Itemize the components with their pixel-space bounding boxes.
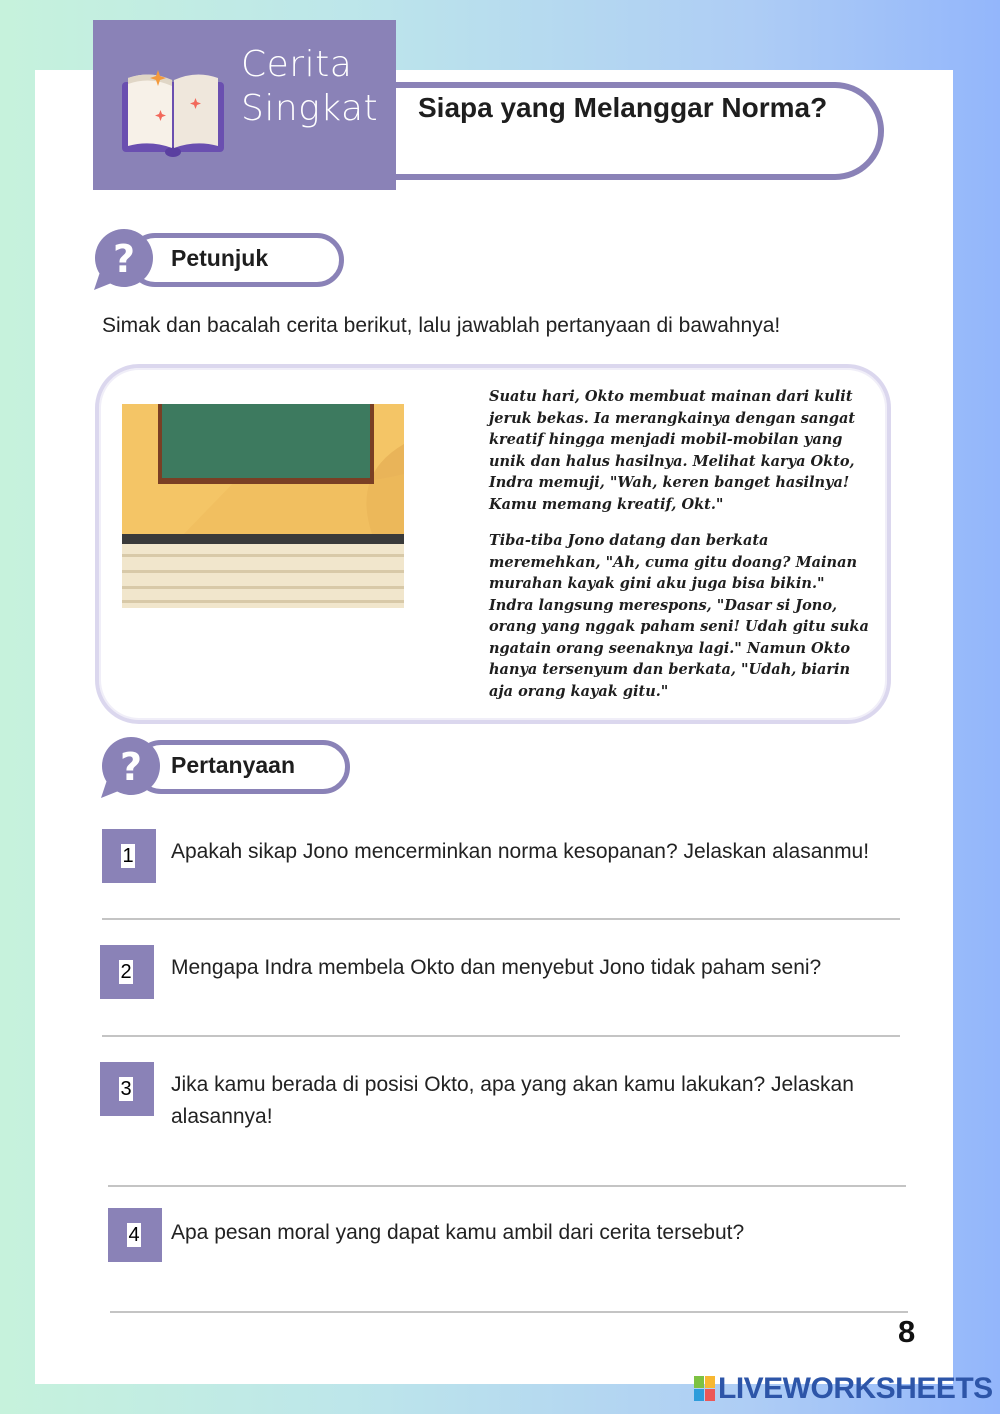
answer-line[interactable]: [102, 1035, 900, 1037]
question-text: Apa pesan moral yang dapat kamu ambil dari cerita tersebut?: [171, 1221, 745, 1244]
question-bubble-icon: [92, 228, 158, 292]
answer-line[interactable]: [110, 1311, 908, 1313]
story-paragraph-1: Suatu hari, Okto membuat mainan dari kulit jeruk bekas. Ia merangkainya dengan sangat kreatif hingga menjadi mobil-mobilan yang unik dan halus hasilnya. Melihat karya Okto, Indra memuji, "Wah, keren banget hasilnya! Kamu memang kreatif, Okt.": [489, 388, 856, 513]
question-bubble-icon: [99, 736, 165, 800]
instruction-text: Simak dan bacalah cerita berikut, lalu jawablah pertanyaan di bawahnya!: [102, 314, 781, 337]
question-number-box: [102, 829, 156, 883]
svg-text:?: ?: [119, 745, 143, 789]
pertanyaan-heading: Pertanyaan: [171, 752, 296, 778]
question-text: Jika kamu berada di posisi Okto, apa yang akan kamu lakukan? Jelaskan alasannya!: [171, 1073, 854, 1128]
question-text: Apakah sikap Jono mencerminkan norma kesopanan? Jelaskan alasanmu!: [171, 840, 870, 863]
classroom-illustration: [122, 404, 404, 608]
liveworksheets-logo-icon: [694, 1376, 716, 1402]
question-number-box: [100, 945, 154, 999]
question-number: 1: [122, 845, 134, 867]
question-text: Mengapa Indra membela Okto dan menyebut Jono tidak paham seni?: [171, 956, 822, 979]
liveworksheets-brand[interactable]: [694, 1372, 993, 1406]
category-label-line1: Cerita: [241, 44, 353, 85]
story-paragraph-2: Tiba-tiba Jono datang dan berkata meremehkan, "Ah, cuma gitu doang? Mainan murahan kayak gini aku juga bisa bikin." Indra langsung merespons, "Dasar si Jono, orang yang nggak paham seni! Udah gitu suka ngatain orang seenaknya lagi." Namun Okto hanya tersenyum dan berkata, "Udah, biarin aja orang kayak gitu.": [489, 532, 869, 700]
question-number: 2: [120, 961, 132, 983]
brand-name: LIVEWORKSHEETS: [718, 1372, 993, 1405]
category-label-line2: Singkat: [241, 88, 379, 129]
page-number: 8: [898, 1314, 916, 1349]
petunjuk-heading: Petunjuk: [171, 245, 269, 271]
answer-line[interactable]: [108, 1185, 906, 1187]
question-number: 4: [128, 1224, 140, 1246]
svg-text:?: ?: [112, 237, 136, 281]
question-number: 3: [120, 1078, 132, 1100]
page-title: Siapa yang Melanggar Norma?: [418, 92, 828, 123]
question-number-box: [100, 1062, 154, 1116]
open-book-icon: [120, 68, 226, 158]
answer-line[interactable]: [102, 918, 900, 920]
question-number-box: [108, 1208, 162, 1262]
